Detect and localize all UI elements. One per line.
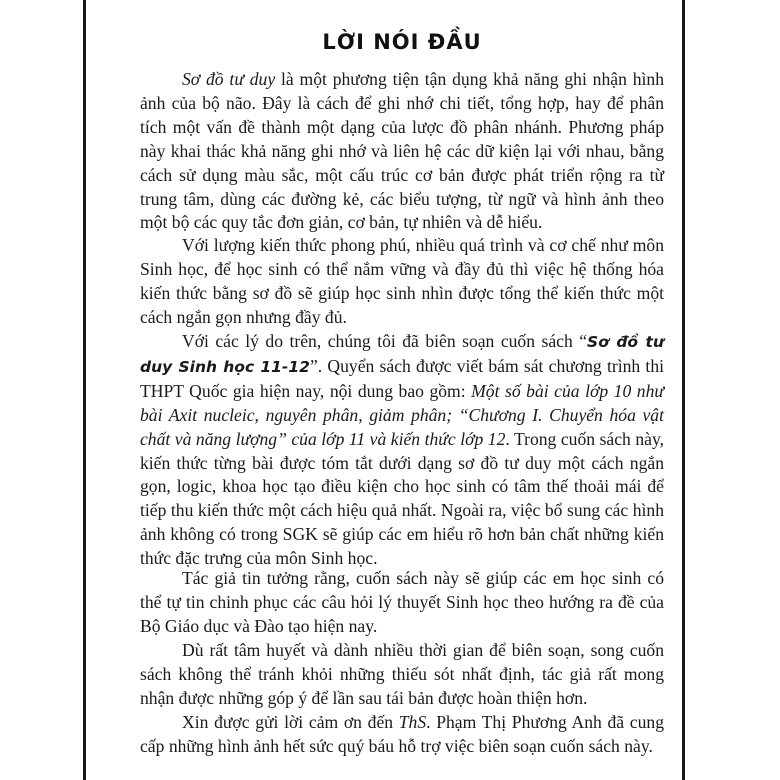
paragraph-book-contents: Một số bài của lớp 10 như bài Axit nucleic, nguyên phân, giảm phân; “Chương I. Chuyển hóa vật chất và năng lượng” của lớp 11 và kiến thức lớp 12 bbox=[140, 380, 664, 449]
paragraph-biology: Với lượng kiến thức phong phú, nhiều quá trình và cơ chế như môn Sinh học, để học sinh có thể nắm vững và đầy đủ thì việc hệ thống hóa kiến thức bằng sơ đồ sẽ giúp học sinh nhìn được tổng thể kiến thức một cách ngắn gọn nhưng đầy đủ. bbox=[140, 235, 664, 327]
ths-abbrev: ThS bbox=[398, 712, 427, 732]
paragraph-intro-text: là một phương tiện tận dụng khả năng ghi nhận hình ảnh của bộ não. Đây là cách để ghi nhớ chi tiết, tổng hợp, hay để phân tích một vấn đề thành một dạng của lược đồ phân nhánh. Phương pháp này khai thác khả năng ghi nhớ và liên hệ các dữ kiện lại với nhau, bằng cách sử dụng màu sắc, một cấu trúc cơ bản được phát triển rộng ra từ trung tâm, dùng các đường kẻ, các biểu tượng, từ ngữ và hình ảnh theo một bộ các quy tắc đơn giản, cơ bản, tự nhiên và dễ hiểu. bbox=[140, 69, 664, 233]
mind-map-term: Sơ đồ tư duy bbox=[182, 69, 276, 89]
paragraph-thanks bbox=[140, 711, 664, 759]
paragraph-book bbox=[140, 330, 664, 571]
paragraph-feedback: Dù rất tâm huyết và dành nhiều thời gian để biên soạn, song cuốn sách không thể tránh khỏi những thiếu sót nhất định, tác giả rất mong nhận được những góp ý để lần sau tái bản được hoàn thiện hơn. bbox=[140, 640, 664, 708]
paragraph-book-text-c: . Trong cuốn sách này, kiến thức từng bài được tóm tắt dưới dạng sơ đồ tư duy một cách ngắn gọn, logic, khoa học tạo điều kiện cho học sinh có tâm thế thoải mái để tiếp thu kiến thức một cách hiệu quả nhất. Ngoài ra, việc bổ sung các hình ảnh không có trong SGK sẽ giúp các em hiểu rõ hơn bản chất những kiến thức đặc trưng của môn Sinh học. bbox=[140, 428, 665, 569]
paragraph-thanks-text-b: . Phạm Thị Phương Anh đã cung cấp những hình ảnh hết sức quý báu hỗ trợ việc biên soạn cuốn sách này. bbox=[140, 712, 664, 756]
paragraph-intro bbox=[140, 68, 664, 235]
paragraph-confidence: Tác giả tin tưởng rằng, cuốn sách này sẽ giúp các em học sinh có thể tự tin chinh phục các câu hỏi lý thuyết Sinh học theo hướng ra đề của Bộ Giáo dục và Đào tạo hiện nay. bbox=[140, 568, 664, 636]
paragraph-thanks-text-a: Xin được gửi lời cảm ơn đến bbox=[182, 712, 399, 732]
paragraph-book-text-b: ”. Quyển sách được viết bám sát chương trình thi THPT Quốc gia hiện nay, nội dung bao gồm: bbox=[140, 355, 664, 401]
book-title: Sơ đồ tư duy Sinh học 11-12 bbox=[140, 333, 664, 376]
paragraph-book-text-a: Với các lý do trên, chúng tôi đã biên soạn cuốn sách “ bbox=[182, 331, 588, 351]
page-title: LỜI NÓI ĐẦU bbox=[322, 30, 482, 54]
